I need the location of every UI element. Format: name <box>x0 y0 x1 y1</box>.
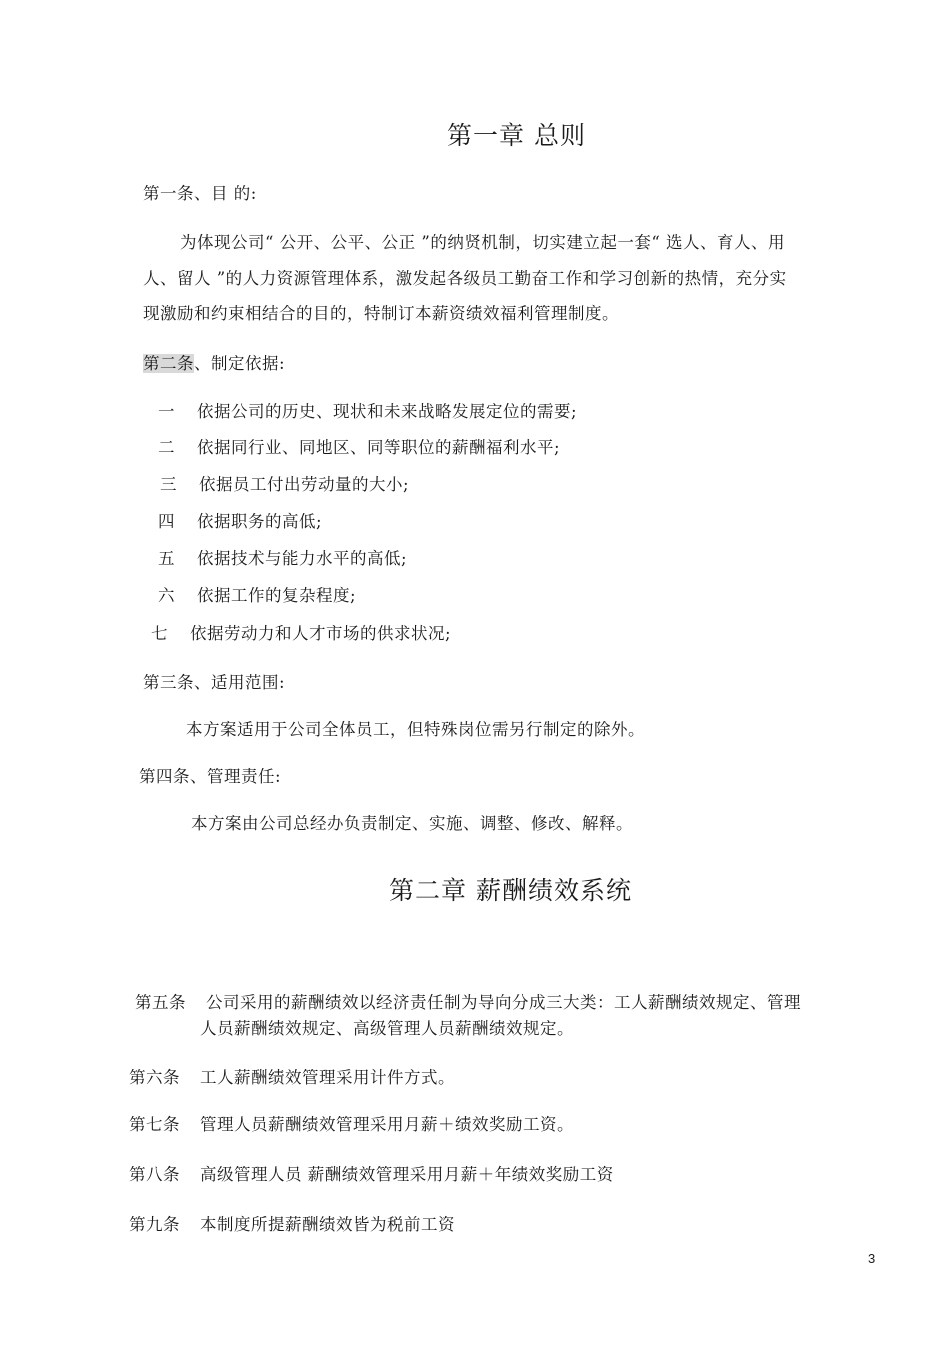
article-2-heading <box>143 350 285 374</box>
list-item-text: 依据劳动力和人才市场的供求状况; <box>190 624 452 643</box>
list-item-text: 依据公司的历史、现状和未来战略发展定位的需要; <box>197 402 578 421</box>
list-item-num: 一 <box>158 402 175 421</box>
article-5-line-2: 人员薪酬绩效规定、高级管理人员薪酬绩效规定。 <box>200 1019 574 1038</box>
article-5-label: 第五条 <box>135 993 186 1012</box>
article-4-text: 本方案由公司总经办负责制定、实施、调整、修改、解释。 <box>191 814 633 833</box>
article-1-line-2: 人、留人 ”的人力资源管理体系，激发起各级员工勤奋工作和学习创新的热情，充分实 <box>143 269 787 288</box>
list-item-num: 七 <box>151 624 168 643</box>
highlighted-text: 第二条 <box>143 354 194 373</box>
chapter-2-title: 第二章 薪酬绩效系统 <box>389 876 632 905</box>
article-7-text: 管理人员薪酬绩效管理采用月薪＋绩效奖励工资。 <box>200 1115 574 1134</box>
article-6-text: 工人薪酬绩效管理采用计件方式。 <box>200 1068 455 1087</box>
article-5-line-1: 公司采用的薪酬绩效以经济责任制为导向分成三大类：工人薪酬绩效规定、管理 <box>206 993 801 1012</box>
article-2-heading-rest: 、制定依据: <box>194 354 286 373</box>
list-item-num: 六 <box>158 586 175 605</box>
article-3-heading: 第三条、适用范围: <box>143 673 286 692</box>
list-item-num: 五 <box>158 549 175 568</box>
article-1-heading: 第一条、目 的: <box>143 184 257 203</box>
chapter-1-title: 第一章 总则 <box>447 121 586 150</box>
article-9-label: 第九条 <box>129 1215 180 1234</box>
article-1-line-3: 现激励和约束相结合的目的，特制订本薪资绩效福利管理制度。 <box>143 304 619 323</box>
list-item-text: 依据同行业、同地区、同等职位的薪酬福利水平; <box>197 438 561 457</box>
article-4-heading: 第四条、管理责任: <box>139 767 282 786</box>
article-3-text: 本方案适用于公司全体员工，但特殊岗位需另行制定的除外。 <box>186 720 645 739</box>
list-item-num: 四 <box>158 512 175 531</box>
list-item-num: 二 <box>158 438 175 457</box>
article-8-text: 高级管理人员 薪酬绩效管理采用月薪＋年绩效奖励工资 <box>200 1165 614 1184</box>
list-item-text: 依据职务的高低; <box>197 512 323 531</box>
list-item-text: 依据员工付出劳动量的大小; <box>199 475 410 494</box>
list-item-num: 三 <box>160 475 177 494</box>
article-7-label: 第七条 <box>129 1115 180 1134</box>
page-number: 3 <box>868 1251 876 1266</box>
list-item-text: 依据工作的复杂程度; <box>197 586 357 605</box>
article-8-label: 第八条 <box>129 1165 180 1184</box>
article-9-text: 本制度所提薪酬绩效皆为税前工资 <box>200 1215 455 1234</box>
list-item-text: 依据技术与能力水平的高低; <box>197 549 408 568</box>
article-1-line-1: 为体现公司“ 公开、公平、公正 ”的纳贤机制，切实建立起一套“ 选人、育人、用 <box>180 233 786 252</box>
article-6-label: 第六条 <box>129 1068 180 1087</box>
